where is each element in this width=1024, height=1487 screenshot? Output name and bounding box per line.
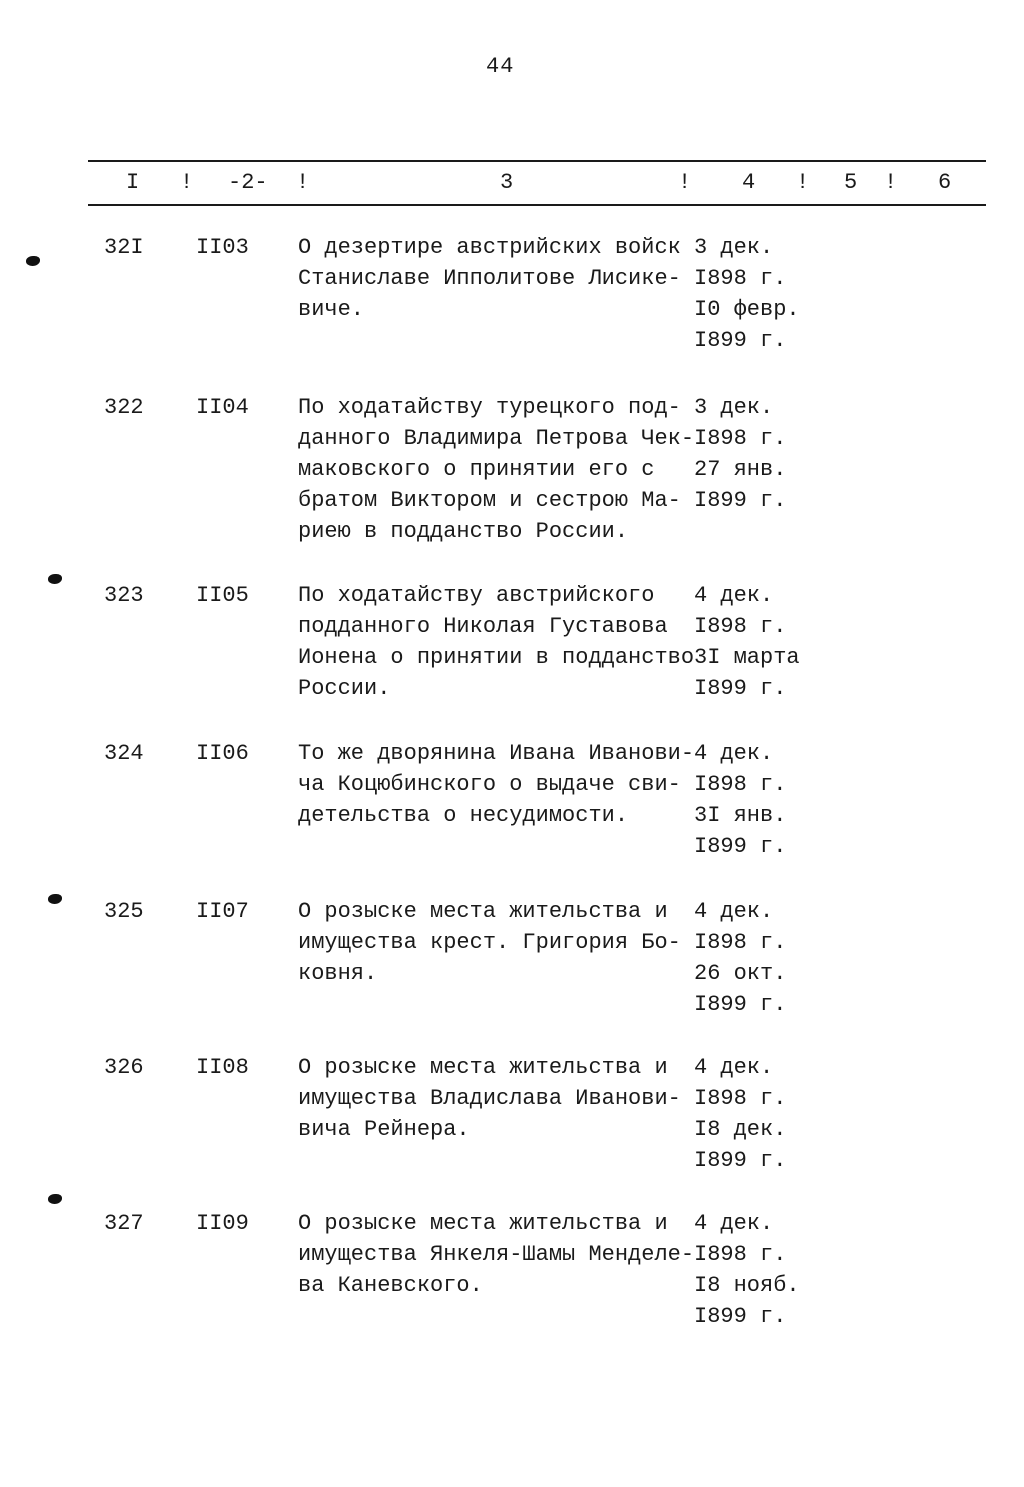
header-bottom-rule [88,204,986,206]
header-col-3: 3 [500,170,514,195]
row-number: 326 [104,1055,144,1080]
description-line: риею в подданство России. [298,519,629,544]
date-line: 26 окт. [694,961,787,986]
date-line: 3I янв. [694,803,787,828]
case-description [298,580,698,704]
date-line: I898 г. [694,1242,787,1267]
description-line: детельства о несудимости. [298,803,629,828]
case-description [298,232,698,325]
row-number: 32I [104,235,144,260]
header-separator: ! [884,170,898,195]
case-dates [694,896,814,1020]
description-line: ва Каневского. [298,1273,483,1298]
case-code: II04 [196,395,249,420]
date-line: I898 г. [694,930,787,955]
header-col-5: 5 [844,170,858,195]
date-line: I898 г. [694,772,787,797]
description-line: По ходатайству турецкого под- [298,395,681,420]
date-line: I0 февр. [694,297,800,322]
description-line: ча Коцюбинского о выдаче сви- [298,772,681,797]
date-line: I899 г. [694,834,787,859]
case-dates [694,738,814,862]
date-line: 4 дек. [694,1055,774,1080]
date-line: I899 г. [694,992,787,1017]
header-col-6: 6 [938,170,952,195]
date-line: 4 дек. [694,899,774,924]
case-code: II07 [196,899,249,924]
date-line: I899 г. [694,1148,787,1173]
row-number: 325 [104,899,144,924]
date-line: 3I марта [694,645,800,670]
description-line: О розыске места жительства и [298,1055,668,1080]
description-line: Ионена о принятии в подданство [298,645,695,670]
punch-hole-mark [48,894,62,904]
date-line: I8 нояб. [694,1273,800,1298]
description-line: имущества крест. Григория Бо- [298,930,681,955]
case-description [298,392,698,547]
description-line: О дезертире австрийских войск [298,235,681,260]
case-dates [694,1052,814,1176]
date-line: 3 дек. [694,395,774,420]
date-line: I899 г. [694,1304,787,1329]
case-dates [694,232,814,356]
header-separator: ! [678,170,692,195]
description-line: ковня. [298,961,378,986]
description-line: Станиславе Ипполитове Лисике- [298,266,681,291]
date-line: 4 дек. [694,741,774,766]
date-line: 3 дек. [694,235,774,260]
header-col-4: 4 [742,170,756,195]
description-line: имущества Янкеля-Шамы Менделе- [298,1242,695,1267]
row-number: 327 [104,1211,144,1236]
description-line: По ходатайству австрийского [298,583,655,608]
page-number: 44 [486,54,515,79]
date-line: 27 янв. [694,457,787,482]
date-line: I899 г. [694,328,787,353]
case-description [298,738,698,831]
case-code: II09 [196,1211,249,1236]
description-line: подданного Николая Густавова [298,614,668,639]
header-col-2: -2- [228,170,268,195]
header-col-1: I [126,170,140,195]
case-dates [694,392,814,516]
date-line: 4 дек. [694,1211,774,1236]
table-header [0,170,1024,196]
date-line: I8 дек. [694,1117,787,1142]
case-dates [694,1208,814,1332]
case-description [298,896,698,989]
description-line: братом Виктором и сестрою Ма- [298,488,681,513]
case-description [298,1052,698,1145]
case-code: II08 [196,1055,249,1080]
row-number: 323 [104,583,144,608]
punch-hole-mark [48,1194,62,1204]
punch-hole-mark [48,574,62,584]
description-line: имущества Владислава Иванови- [298,1086,681,1111]
punch-hole-mark [26,256,40,266]
case-dates [694,580,814,704]
date-line: I899 г. [694,488,787,513]
header-top-rule [88,160,986,162]
row-number: 324 [104,741,144,766]
date-line: I898 г. [694,1086,787,1111]
row-number: 322 [104,395,144,420]
description-line: маковского о принятии его с [298,457,655,482]
description-line: виче. [298,297,365,322]
case-code: II06 [196,741,249,766]
description-line: России. [298,676,391,701]
header-separator: ! [180,170,194,195]
header-separator: ! [296,170,310,195]
description-line: данного Владимира Петрова Чек- [298,426,695,451]
date-line: I899 г. [694,676,787,701]
header-separator: ! [796,170,810,195]
case-code: II05 [196,583,249,608]
description-line: вича Рейнера. [298,1117,470,1142]
date-line: 4 дек. [694,583,774,608]
description-line: То же дворянина Ивана Иванови- [298,741,695,766]
date-line: I898 г. [694,614,787,639]
date-line: I898 г. [694,266,787,291]
case-description [298,1208,698,1301]
date-line: I898 г. [694,426,787,451]
description-line: О розыске места жительства и [298,899,668,924]
description-line: О розыске места жительства и [298,1211,668,1236]
case-code: II03 [196,235,249,260]
